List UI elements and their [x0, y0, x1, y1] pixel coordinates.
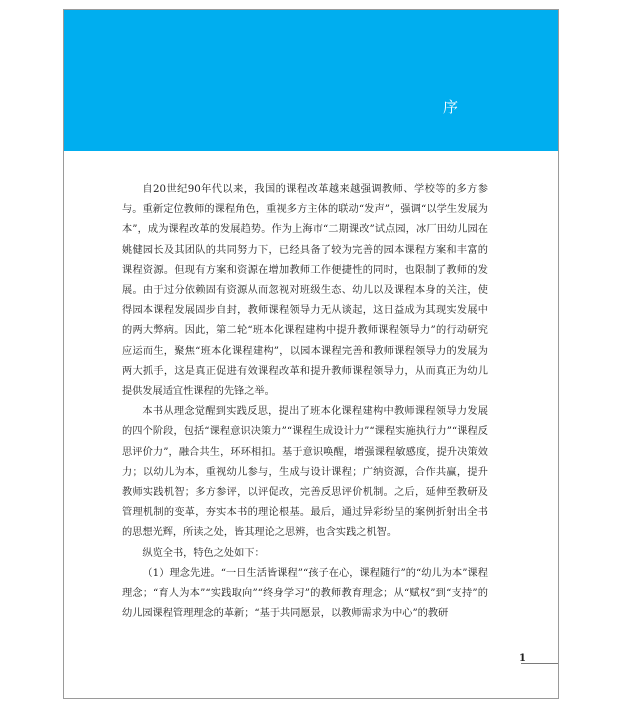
page-number-rule — [521, 663, 558, 664]
page-title: 序 — [442, 98, 459, 116]
paragraph: 本书从理念觉醒到实践反思，提出了班本化课程建构中教师课程领导力发展的四个阶段，包括“课程意识决策力”“课程生成设计力”“课程实施执行力”“课程反思评价力”，融合共生，环环相扣。基于意识唤醒，增强课程敏感度，提升决策效力；以幼儿为本，重视幼儿参与，生成与设计课程；广纳资源，合作共赢，提升教师实践机智；多方参评，以评促改，完善反思评价机制。之后，延伸至教研及管理机制的变革，夯实本书的理论根基。最后，通过异彩纷呈的案例折射出全书的思想光辉，所读之处，皆其理论之思辨，也含实践之机智。 — [122, 406, 488, 539]
body-text — [122, 180, 488, 624]
page-number: 1 — [519, 653, 526, 664]
paragraph: 纵览全书，特色之处如下： — [142, 547, 265, 559]
paragraph: 自20世纪90年代以来，我国的课程改革越来越强调教师、学校等的多方参与。重新定位教师的课程角色，重视多方主体的联动“发声”，强调“以学生发展为本”，成为课程改革的发展趋势。作为上海市“二期课改”试点园，冰厂田幼儿园在姚健园长及其团队的共同努力下，已经具备了较为完善的园本课程方案和丰富的课程资源。但现有方案和资源在增加教师工作便捷性的同时，也限制了教师的发展。由于过分依赖固有资源从而忽视对班级生态、幼儿以及课程本身的关注，使得园本课程发展固步自封，教师课程领导力无从谈起，这日益成为其现实发展中的两大弊病。因此，第二轮“班本化课程建构中提升教师课程领导力”的行动研究应运而生，聚焦“班本化课程建构”，以园本课程完善和教师课程领导力的发展为两大抓手，这是真正促进有效课程改革和提升教师课程领导力，从而真正为幼儿提供发展适宜性课程的先锋之举。 — [122, 184, 488, 398]
book-page — [63, 9, 559, 699]
header-band — [64, 10, 558, 151]
paragraph: （1）理念先进。“一日生活皆课程”“孩子在心，课程随行”的“幼儿为本”课程理念；“育人为本”“实践取向”“终身学习”的教师教育理念；从“赋权”到“支持”的幼儿园课程管理理念的革新；“基于共同愿景，以教师需求为中心”的教研 — [122, 567, 488, 620]
